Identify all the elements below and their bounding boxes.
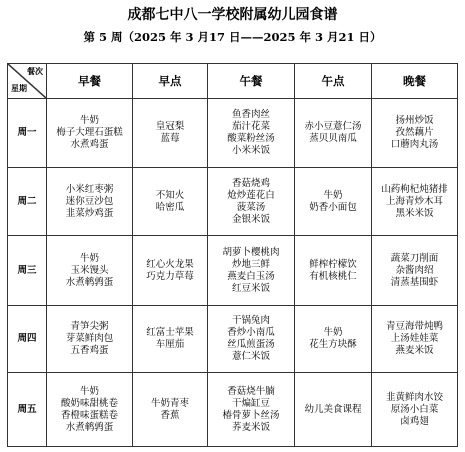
day-label: 周五 [8, 373, 47, 447]
lunch-cell [208, 99, 295, 168]
menu-item: 韭黄鲜肉水饺 [385, 391, 443, 403]
menu-item: 香菇烧鸡 [231, 177, 270, 189]
day-label: 周三 [8, 236, 47, 306]
menu-item: 香菇烧牛腩 [227, 385, 275, 397]
menu-item: 芽菜鲜肉包 [65, 333, 114, 344]
menu-item: 卤鸡翅 [400, 415, 429, 427]
menu-item: 椿骨萝卜丝汤 [222, 409, 280, 421]
afternoon-snack-cell [295, 168, 372, 236]
menu-item: 小米红枣粥 [65, 183, 114, 195]
menu-item: 水煮鹌鹑蛋 [65, 421, 114, 433]
menu-item: 牛奶 [323, 189, 343, 201]
menu-item: 荞麦米饭 [231, 421, 270, 433]
menu-item: 原汤小白菜 [390, 403, 439, 415]
header-morning-snack: 早点 [133, 64, 208, 99]
menu-item: 干锅兔肉 [231, 315, 270, 326]
menu-item: 巧克力草莓 [146, 270, 194, 282]
menu-item: 奶香小面包 [309, 201, 357, 213]
menu-item: 蓝莓 [160, 133, 180, 144]
morning-snack-cell [133, 236, 208, 306]
header-dinner: 晚餐 [372, 64, 458, 99]
menu-item: 牛奶青枣 [150, 397, 189, 409]
menu-item: 牛奶 [79, 252, 99, 264]
menu-item: 燕麦白玉汤 [227, 270, 275, 282]
menu-item: 孜然藕片 [395, 127, 434, 138]
menu-item: 丝瓜煎蛋汤 [227, 339, 275, 350]
menu-item: 山药枸杞炖猪排 [381, 183, 448, 195]
menu-item: 扬州炒饭 [395, 115, 434, 126]
header-breakfast: 早餐 [47, 64, 133, 99]
menu-item: 五香鸡蛋 [70, 345, 109, 356]
menu-item: 红富士苹果 [146, 327, 194, 338]
menu-item: 口蘑肉丸汤 [390, 139, 439, 150]
corner-cell [8, 64, 47, 99]
day-label: 周四 [8, 306, 47, 373]
menu-item: 花生方块酥 [309, 339, 357, 350]
menu-item: 红豆米饭 [231, 282, 270, 294]
menu-row [8, 168, 458, 236]
menu-item: 炒地三鲜 [231, 258, 270, 270]
header-afternoon-snack: 午点 [295, 64, 372, 99]
breakfast-cell [47, 168, 133, 236]
dinner-cell [372, 306, 458, 373]
header-lunch: 午餐 [208, 64, 295, 99]
menu-item: 薏仁米饭 [231, 351, 270, 362]
menu-item: 蔬菜刀削面 [390, 252, 439, 264]
menu-item: 车厘茄 [155, 339, 185, 350]
menu-item: 香橙味蛋糕卷 [60, 409, 118, 421]
menu-item: 燕麦米饭 [395, 345, 434, 356]
morning-snack-cell [133, 373, 208, 447]
menu-row [8, 236, 458, 306]
menu-item: 有机核桃仁 [309, 270, 357, 282]
menu-item: 小米米饭 [231, 145, 270, 156]
menu-item: 幼儿美食课程 [304, 403, 362, 415]
menu-item: 上汤娃娃菜 [390, 333, 439, 344]
dinner-cell [372, 373, 458, 447]
menu-item: 黑米米饭 [395, 207, 434, 219]
lunch-cell [208, 306, 295, 373]
menu-item: 蒸贝贝南瓜 [309, 133, 357, 144]
afternoon-snack-cell [295, 99, 372, 168]
menu-item: 胡萝卜樱桃肉 [222, 246, 280, 258]
day-label: 周二 [8, 168, 47, 236]
menu-row [8, 306, 458, 373]
week-subtitle: 第 5 周（2025 年 3 月17 日——2025 年 3 月21 日） [83, 30, 382, 44]
page-title: 成都七中八一学校附属幼儿园食谱 [127, 7, 338, 23]
menu-item: 青笋尖粥 [70, 321, 109, 332]
breakfast-cell [47, 99, 133, 168]
menu-item: 赤小豆薏仁汤 [304, 121, 362, 132]
menu-item: 鱼香肉丝 [231, 109, 270, 120]
menu-item: 酸奶味甜桃卷 [60, 397, 118, 409]
menu-item: 茄汁花菜 [231, 121, 270, 132]
menu-item: 韭菜炒鸡蛋 [65, 207, 114, 219]
menu-item: 鲜榨柠檬饮 [309, 258, 357, 270]
afternoon-snack-cell [295, 306, 372, 373]
breakfast-cell [47, 306, 133, 373]
dinner-cell [372, 99, 458, 168]
menu-row [8, 373, 458, 447]
menu-item: 不知火 [155, 189, 185, 201]
menu-item: 炝炒莲花白 [227, 189, 275, 201]
menu-item: 玉米馒头 [70, 264, 109, 276]
dinner-cell [372, 168, 458, 236]
menu-item: 清蒸基围虾 [390, 276, 439, 288]
menu-item: 青豆海带炖鸭 [385, 321, 443, 332]
menu-table [7, 63, 458, 447]
morning-snack-cell [133, 306, 208, 373]
menu-item: 牛奶 [79, 385, 99, 397]
menu-item: 杂酱肉绍 [395, 264, 434, 276]
afternoon-snack-cell [295, 236, 372, 306]
day-label: 周一 [8, 99, 47, 168]
menu-item: 水煮鹌鹑蛋 [65, 276, 114, 288]
breakfast-cell [47, 373, 133, 447]
menu-item: 干煸缸豆 [231, 397, 270, 409]
lunch-cell [208, 373, 295, 447]
menu-item: 酸菜粉丝汤 [227, 133, 275, 144]
menu-item: 皇冠梨 [155, 121, 185, 132]
menu-item: 上海青炒木耳 [385, 195, 443, 207]
breakfast-cell [47, 236, 133, 306]
header-row [8, 64, 458, 99]
dinner-cell [372, 236, 458, 306]
menu-item: 牛奶 [79, 115, 99, 126]
menu-item: 梅子大理石蛋糕 [56, 127, 123, 138]
afternoon-snack-cell [295, 373, 372, 447]
menu-item: 红心火龙果 [146, 258, 194, 270]
menu-item: 水煮鸡蛋 [70, 139, 109, 150]
menu-item: 金银米饭 [231, 213, 270, 225]
morning-snack-cell [133, 99, 208, 168]
corner-day-label: 星期 [11, 84, 27, 93]
lunch-cell [208, 168, 295, 236]
lunch-cell [208, 236, 295, 306]
menu-item: 香炒小南瓜 [227, 327, 275, 338]
menu-item: 香蕉 [160, 409, 180, 421]
menu-item: 哈密瓜 [155, 201, 185, 213]
menu-item: 牛奶 [323, 327, 343, 338]
corner-meal-label: 餐次 [27, 67, 43, 76]
menu-row [8, 99, 458, 168]
menu-body [8, 99, 458, 447]
morning-snack-cell [133, 168, 208, 236]
menu-item: 迷你豆沙包 [65, 195, 114, 207]
menu-item: 菠菜汤 [236, 201, 266, 213]
